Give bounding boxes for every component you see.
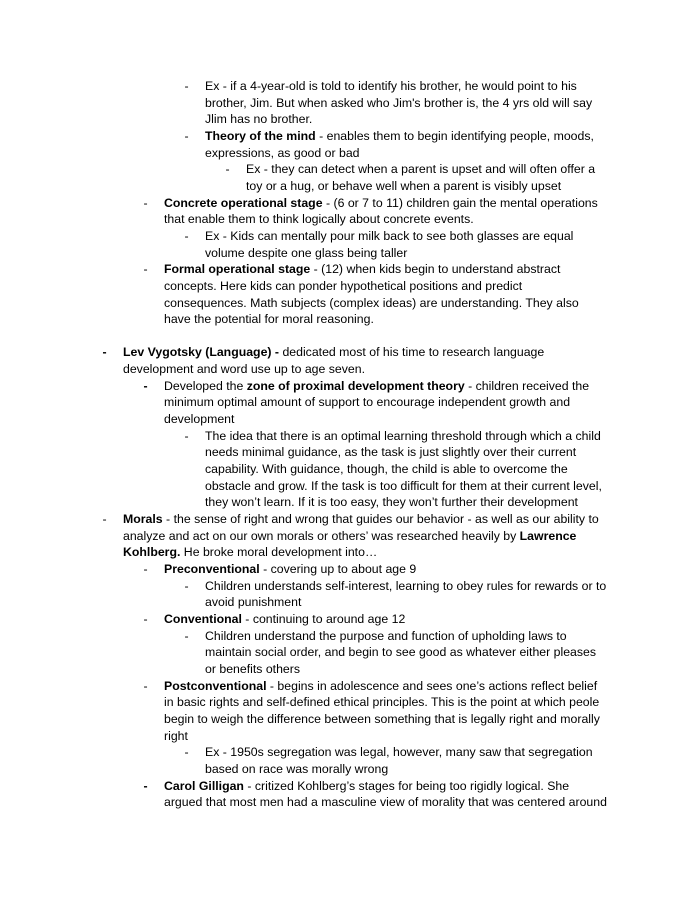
text-line: [205, 111, 696, 128]
text-line: [205, 128, 696, 145]
text-line: [205, 78, 696, 95]
text-line: [205, 494, 696, 511]
bullet-dash: -: [184, 128, 189, 143]
paragraph: [205, 628, 696, 678]
text-line: [123, 544, 696, 561]
list-item: [0, 678, 696, 745]
bold-text-segment: Theory of the mind: [205, 128, 316, 143]
list-item: [0, 161, 696, 194]
paragraph: [205, 578, 696, 611]
text-line: [246, 161, 696, 178]
paragraph: [164, 778, 696, 811]
paragraph: [164, 561, 696, 578]
text-line: [164, 561, 696, 578]
bullet-dash: -: [143, 562, 148, 577]
paragraph: [123, 344, 696, 377]
text-line: [164, 728, 696, 745]
paragraph: [205, 128, 696, 161]
list-item: [0, 195, 696, 228]
text-line: [246, 178, 696, 195]
bullet-dash: -: [143, 678, 148, 693]
text-segment: in basic rights and self-defined ethical principles. This is the point at which peole: [164, 695, 600, 710]
text-segment: avoid punishment: [205, 595, 302, 610]
list-item: [0, 628, 696, 678]
text-line: [205, 95, 696, 112]
bullet-dash: -: [143, 195, 148, 210]
list-item: [0, 378, 696, 428]
text-segment: toy or a hug, or behave well when a parent is visibly upset: [246, 178, 562, 193]
text-line: [164, 678, 696, 695]
list-item: [0, 78, 696, 128]
bold-text-segment: Lev Vygotsky (Language) -: [123, 345, 283, 360]
text-segment: Jlim has no brother.: [205, 112, 313, 127]
text-segment: brother, Jim. But when asked who Jim's brother is, the 4 yrs old will say: [205, 95, 593, 110]
bold-text-segment: Formal operational stage: [164, 262, 311, 277]
text-line: [164, 211, 696, 228]
text-segment: - begins in adolescence and sees one’s actions reflect belief: [266, 678, 598, 693]
text-segment: right: [164, 728, 188, 743]
bullet-dash: -: [184, 578, 189, 593]
list-item: [0, 128, 696, 161]
list-item: [0, 778, 696, 811]
text-segment: consequences. Math subjects (complex ideas) are understanding. They also: [164, 295, 579, 310]
text-segment: Children understand the purpose and function of upholding laws to: [205, 628, 567, 643]
bold-text-segment: zone of proximal development theory: [246, 378, 465, 393]
bullet-dash: -: [102, 345, 107, 360]
paragraph: [164, 378, 696, 428]
bold-text-segment: Conventional: [164, 611, 242, 626]
text-segment: Ex - Kids can mentally pour milk back to see both glasses are equal: [205, 228, 574, 243]
list-item: [0, 578, 696, 611]
text-segment: - the sense of right and wrong that guides our behavior - as well as our ability to: [162, 512, 599, 527]
text-line: [205, 478, 696, 495]
text-line: [205, 145, 696, 162]
bullet-dash: -: [225, 162, 230, 177]
text-segment: Ex - they can detect when a parent is upset and will often offer a: [246, 162, 596, 177]
bold-text-segment: Preconventional: [164, 562, 260, 577]
list-item: [0, 428, 696, 511]
text-line: [205, 594, 696, 611]
text-line: [205, 661, 696, 678]
text-line: [164, 378, 696, 395]
paragraph: [164, 261, 696, 328]
text-segment: - children received the: [464, 378, 590, 393]
text-segment: obstacle and grow. If the task is too difficult for them at their current level,: [205, 478, 602, 493]
text-line: [205, 228, 696, 245]
bold-text-segment: Postconventional: [164, 678, 267, 693]
list-item: [0, 261, 696, 328]
text-segment: dedicated most of his time to research language: [282, 345, 545, 360]
text-line: [164, 694, 696, 711]
text-line: [123, 344, 696, 361]
text-segment: that enable them to think logically about concrete events.: [164, 212, 474, 227]
text-segment: volume despite one glass being taller: [205, 245, 408, 260]
text-segment: or benefits others: [205, 661, 301, 676]
text-segment: Ex - 1950s segregation was legal, however, many saw that segregation: [205, 745, 593, 760]
bold-text-segment: Carol Gilligan: [164, 778, 244, 793]
text-line: [123, 361, 696, 378]
text-line: [164, 195, 696, 212]
text-line: [164, 411, 696, 428]
text-segment: begin to weigh the difference between something that is legally right and morally: [164, 711, 600, 726]
bullet-dash: -: [143, 378, 148, 393]
bullet-dash: -: [184, 745, 189, 760]
bullet-dash: -: [184, 628, 189, 643]
list-item: [0, 561, 696, 578]
text-segment: development and word use up to age seven.: [123, 362, 366, 377]
text-segment: - enables them to begin identifying people, moods,: [315, 128, 594, 143]
text-line: [205, 444, 696, 461]
text-segment: analyze and act on our own morals or others’ was researched heavily by: [123, 528, 520, 543]
text-segment: - critized Kohlberg’s stages for being too rigidly logical. She: [243, 778, 570, 793]
text-segment: Children understands self-interest, learning to obey rules for rewards or to: [205, 578, 607, 593]
list-item: [0, 744, 696, 777]
text-segment: - (6 or 7 to 11) children gain the mental operations: [322, 195, 598, 210]
text-line: [164, 794, 696, 811]
text-segment: - continuing to around age 12: [241, 611, 406, 626]
text-segment: He broke moral development into…: [180, 545, 378, 560]
text-segment: maintain social order, and begin to see good as whatever either pleases: [205, 645, 597, 660]
text-segment: concepts. Here kids can ponder hypothetical positions and predict: [164, 278, 523, 293]
text-line: [164, 394, 696, 411]
text-segment: The idea that there is an optimal learning threshold through which a child: [205, 428, 601, 443]
bold-text-segment: Kohlberg.: [123, 545, 181, 560]
text-segment: - covering up to about age 9: [259, 562, 417, 577]
text-segment: Ex - if a 4-year-old is told to identify his brother, he would point to his: [205, 79, 577, 93]
bold-text-segment: Concrete operational stage: [164, 195, 323, 210]
text-line: [164, 711, 696, 728]
bullet-dash: -: [184, 428, 189, 443]
bullet-dash: -: [184, 79, 189, 93]
text-line: [205, 644, 696, 661]
text-line: [205, 578, 696, 595]
bold-text-segment: Lawrence: [519, 528, 577, 543]
text-line: [164, 261, 696, 278]
paragraph: [205, 744, 696, 777]
list-item: [0, 344, 696, 377]
text-line: [123, 528, 696, 545]
bullet-dash: -: [143, 262, 148, 277]
paragraph: [164, 678, 696, 745]
paragraph: [123, 511, 696, 561]
paragraph: [246, 161, 696, 194]
list-item: [0, 611, 696, 628]
list-item: [0, 228, 696, 261]
paragraph: [164, 195, 696, 228]
text-line: [205, 761, 696, 778]
bullet-dash: -: [102, 512, 107, 527]
text-segment: expressions, as good or bad: [205, 145, 360, 160]
text-segment: argued that most men had a masculine view of morality that was centered around: [164, 795, 607, 810]
paragraph: [205, 428, 696, 511]
text-line: [164, 611, 696, 628]
text-line: [205, 428, 696, 445]
text-line: [205, 245, 696, 262]
text-line: [205, 461, 696, 478]
bullet-dash: -: [184, 228, 189, 243]
text-line: [205, 628, 696, 645]
bullet-dash: -: [143, 778, 148, 793]
blank-line: [0, 328, 696, 345]
paragraph: [164, 611, 696, 628]
text-line: [164, 278, 696, 295]
text-segment: based on race was morally wrong: [205, 761, 389, 776]
text-segment: development: [164, 412, 235, 427]
paragraph: [205, 228, 696, 261]
text-line: [164, 311, 696, 328]
bold-text-segment: Morals: [123, 512, 163, 527]
text-segment: - (12) when kids begin to understand abstract: [310, 262, 561, 277]
text-line: [123, 511, 696, 528]
text-line: [205, 744, 696, 761]
text-segment: minimum optimal amount of support to encourage independent growth and: [164, 395, 571, 410]
list-item: [0, 511, 696, 561]
text-segment: capability. With guidance, though, the child is able to overcome the: [205, 462, 568, 477]
paragraph: [205, 78, 696, 128]
text-segment: needs minimal guidance, as the task is just slightly over their current: [205, 445, 577, 460]
bullet-dash: -: [143, 611, 148, 626]
text-line: [164, 295, 696, 312]
text-segment: they won’t learn. If it is too easy, they won’t further their development: [205, 495, 578, 510]
text-line: [164, 778, 696, 795]
text-segment: have the potential for moral reasoning.: [164, 312, 374, 327]
text-segment: Developed the: [164, 378, 247, 393]
